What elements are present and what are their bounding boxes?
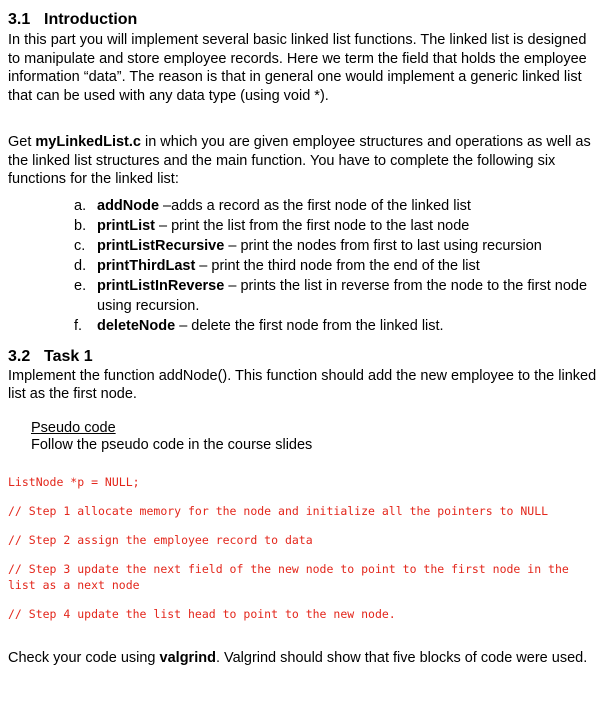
section-title: Task 1 — [44, 347, 93, 365]
intro-paragraph: In this part you will implement several basic linked list functions. The linked list is designed to manipulate and store employee records. Here we term the field that holds the employee information “data”. The reason is that in general one would implement a generic linked list that can be used with any data type (using void *). — [8, 32, 587, 104]
get-file-paragraph: Get myLinkedList.c in which you are given employee structures and operations as well as the linked list structures and the main function. You have to complete the following six functions for the linked list: — [8, 134, 591, 187]
section-number: 3.2 — [8, 347, 31, 365]
section-heading-introduction — [8, 10, 601, 30]
code-line: // Step 3 update the next field of the new node to point to the first node in the list as a next node — [8, 561, 576, 592]
section-heading-task — [8, 347, 601, 367]
list-item: f. deleteNode – delete the first node from the linked list. — [74, 317, 444, 334]
tool-name: valgrind — [159, 649, 216, 666]
document-page — [8, 10, 601, 667]
valgrind-paragraph: Check your code using valgrind. Valgrind should show that five blocks of code were used. — [8, 649, 588, 666]
list-item: c. printListRecursive – print the nodes from first to last using recursion — [74, 237, 542, 254]
pseudo-code-note: Follow the pseudo code in the course slides — [31, 436, 313, 453]
section-title: Introduction — [44, 11, 138, 28]
pseudo-code-block — [31, 420, 601, 454]
function-list — [74, 196, 601, 336]
pseudo-code-heading: Pseudo code — [31, 419, 116, 436]
task-paragraph: Implement the function addNode(). This function should add the new employee to the linked list as the first node. — [8, 367, 597, 402]
code-line: // Step 4 update the list head to point to the new node. — [8, 606, 396, 621]
code-line: ListNode *p = NULL; — [8, 474, 140, 489]
list-item: a. addNode –adds a record as the first node of the linked list — [74, 197, 471, 214]
list-item: e. printListInReverse – prints the list in reverse from the node to the first node using recursion. — [74, 277, 588, 314]
filename: myLinkedList.c — [35, 134, 141, 150]
list-item: b. printList – print the list from the first node to the last node — [74, 217, 470, 234]
code-line: // Step 2 assign the employee record to data — [8, 532, 313, 547]
list-item: d. printThirdLast – print the third node from the end of the list — [74, 257, 480, 274]
code-line: // Step 1 allocate memory for the node and initialize all the pointers to NULL — [8, 503, 549, 518]
section-number: 3.1 — [8, 11, 31, 28]
code-block — [8, 474, 601, 622]
